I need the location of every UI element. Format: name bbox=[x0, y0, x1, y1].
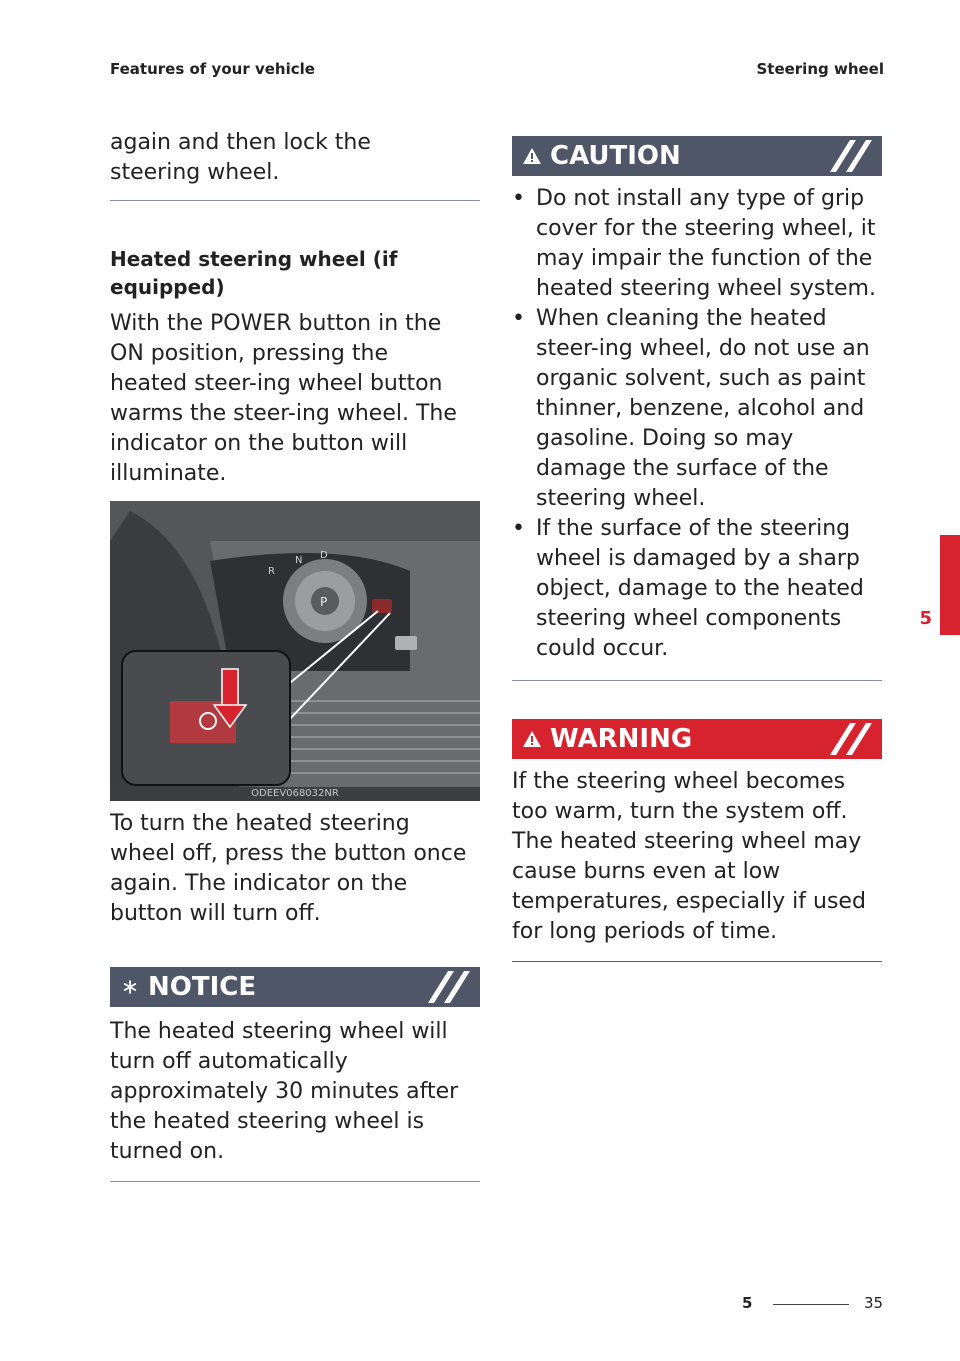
console-illustration bbox=[110, 501, 480, 801]
chapter-side-tab bbox=[940, 535, 960, 635]
warning-text: If the steering wheel becomes too warm, turn the system off. The heated steering wheel may cause burns even at low temperatures, especially if used for long periods of time. bbox=[512, 769, 866, 944]
heated-steering-button-figure bbox=[110, 501, 480, 801]
caution-list bbox=[512, 184, 882, 664]
caution-item-text: Do not install any type of grip cover for the steering wheel, it may impair the function of the heated steering wheel system. bbox=[536, 186, 876, 301]
list-item: • Do not install any type of grip cover for the steering wheel, it may impair the function of the heated steering wheel system. bbox=[512, 186, 876, 301]
intro-paragraph: again and then lock the steering wheel. bbox=[110, 130, 371, 185]
warning-banner bbox=[512, 719, 882, 759]
divider bbox=[110, 200, 480, 201]
section-title: Heated steering wheel (if equipped) bbox=[110, 247, 398, 299]
turn-off-paragraph: To turn the heated steering wheel off, press the button once again. The indicator on the button will turn off. bbox=[110, 811, 467, 926]
notice-banner bbox=[110, 967, 480, 1007]
heated-wheel-paragraph: With the POWER button in the ON position, pressing the heated steer-ing wheel button warms the steer-ing wheel. The indicator on the button will illuminate. bbox=[110, 311, 457, 486]
banner-slashes bbox=[824, 140, 874, 172]
chapter-side-number: 5 bbox=[919, 608, 932, 629]
warning-triangle-icon bbox=[522, 147, 542, 165]
footer-divider bbox=[773, 1304, 849, 1305]
right-column bbox=[512, 136, 882, 962]
running-header-left: Features of your vehicle bbox=[110, 60, 315, 78]
asterisk-icon bbox=[120, 978, 140, 996]
banner-slashes bbox=[824, 723, 874, 755]
notice-label: NOTICE bbox=[148, 972, 257, 1002]
running-header-right: Steering wheel bbox=[756, 60, 884, 78]
figure-caption: ODEEV068032NR bbox=[110, 787, 480, 801]
footer-page-number: 35 bbox=[864, 1294, 884, 1312]
shifter-letter-d: D bbox=[320, 550, 328, 561]
warning-triangle-icon bbox=[522, 730, 542, 748]
park-letter: P bbox=[320, 595, 328, 609]
divider bbox=[110, 1181, 480, 1182]
caution-item-text: When cleaning the heated steer-ing wheel, do not use an organic solvent, such as paint thinner, benzene, alcohol and gasoline. Doing so may damage the surface of the steering wheel. bbox=[536, 306, 870, 511]
footer-chapter-number: 5 bbox=[742, 1294, 753, 1312]
list-item: • When cleaning the heated steer-ing wheel, do not use an organic solvent, such as paint thinner, benzene, alcohol and gasoline. Doing so may damage the surface of the steering wheel. bbox=[512, 306, 870, 511]
shifter-letter-n: N bbox=[295, 555, 303, 566]
shifter-letter-r: R bbox=[268, 566, 275, 577]
banner-slashes bbox=[422, 971, 472, 1003]
caution-banner bbox=[512, 136, 882, 176]
divider bbox=[512, 961, 882, 962]
divider bbox=[512, 680, 882, 681]
notice-text: The heated steering wheel will turn off automatically approximately 30 minutes after the heated steering wheel is turned on. bbox=[110, 1019, 459, 1164]
left-column bbox=[110, 128, 480, 1182]
caution-item-text: If the surface of the steering wheel is damaged by a sharp object, damage to the heated steering wheel components could occur. bbox=[536, 516, 864, 661]
caution-label: CAUTION bbox=[550, 141, 681, 171]
list-item: • If the surface of the steering wheel is damaged by a sharp object, damage to the heated steering wheel components could occur. bbox=[512, 516, 864, 661]
warning-label: WARNING bbox=[550, 724, 693, 754]
